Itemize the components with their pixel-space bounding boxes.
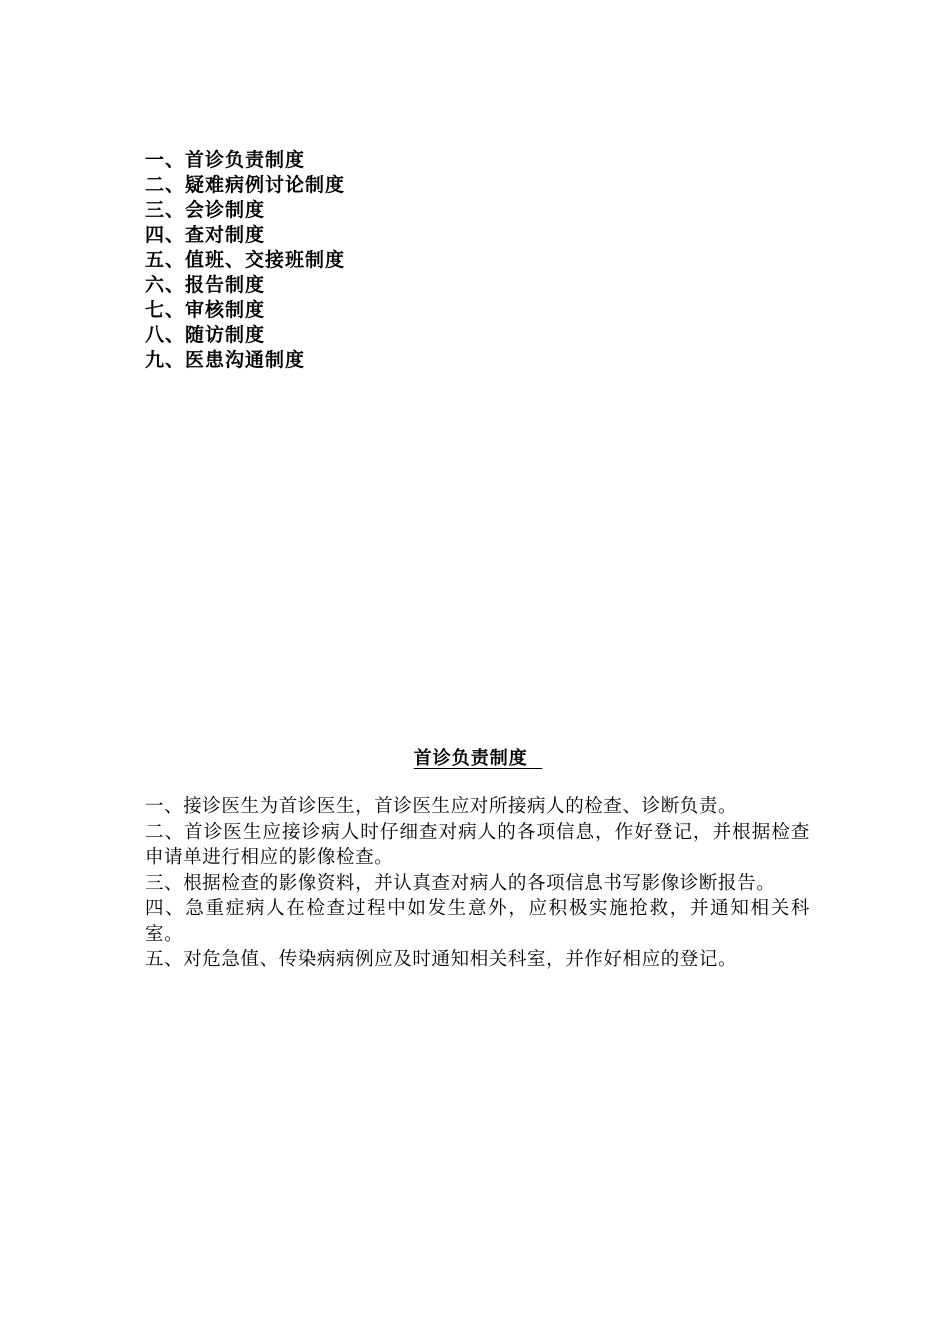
section-title: [0, 746, 950, 772]
paragraph-4: 四、急重症病人在检查过程中如发生意外，应积极实施抢救，并通知相关科室。: [145, 898, 810, 945]
toc-item-3: 三、会诊制度: [145, 199, 266, 221]
toc-item-4: 四、查对制度: [145, 224, 266, 246]
toc-item-7: 七、审核制度: [145, 299, 266, 321]
section-title-text: 首诊负责制度: [413, 748, 528, 769]
paragraph-3: 三、根据检查的影像资料，并认真查对病人的各项信息书写影像诊断报告。: [145, 872, 776, 894]
paragraph-5: 五、对危急值、传染病病例应及时通知相关科室，并作好相应的登记。: [145, 949, 738, 970]
paragraph-1: 一、接诊医生为首诊医生，首诊医生应对所接病人的检查、诊断负责。: [145, 796, 738, 817]
toc-item-9: 九、医患沟通制度: [145, 349, 306, 371]
toc-item-8: 八、随访制度: [145, 324, 266, 346]
toc-item-2: 二、疑难病例讨论制度: [145, 174, 346, 196]
section-body: [145, 794, 810, 973]
table-of-contents: [145, 148, 345, 373]
paragraph-2: 二、首诊医生应接诊病人时仔细查对病人的各项信息，作好登记，并根据检查申请单进行相应的影像检查。: [145, 821, 810, 868]
toc-item-1: 一、首诊负责制度: [145, 149, 306, 171]
toc-item-6: 六、报告制度: [145, 274, 266, 296]
toc-item-5: 五、值班、交接班制度: [145, 249, 346, 271]
